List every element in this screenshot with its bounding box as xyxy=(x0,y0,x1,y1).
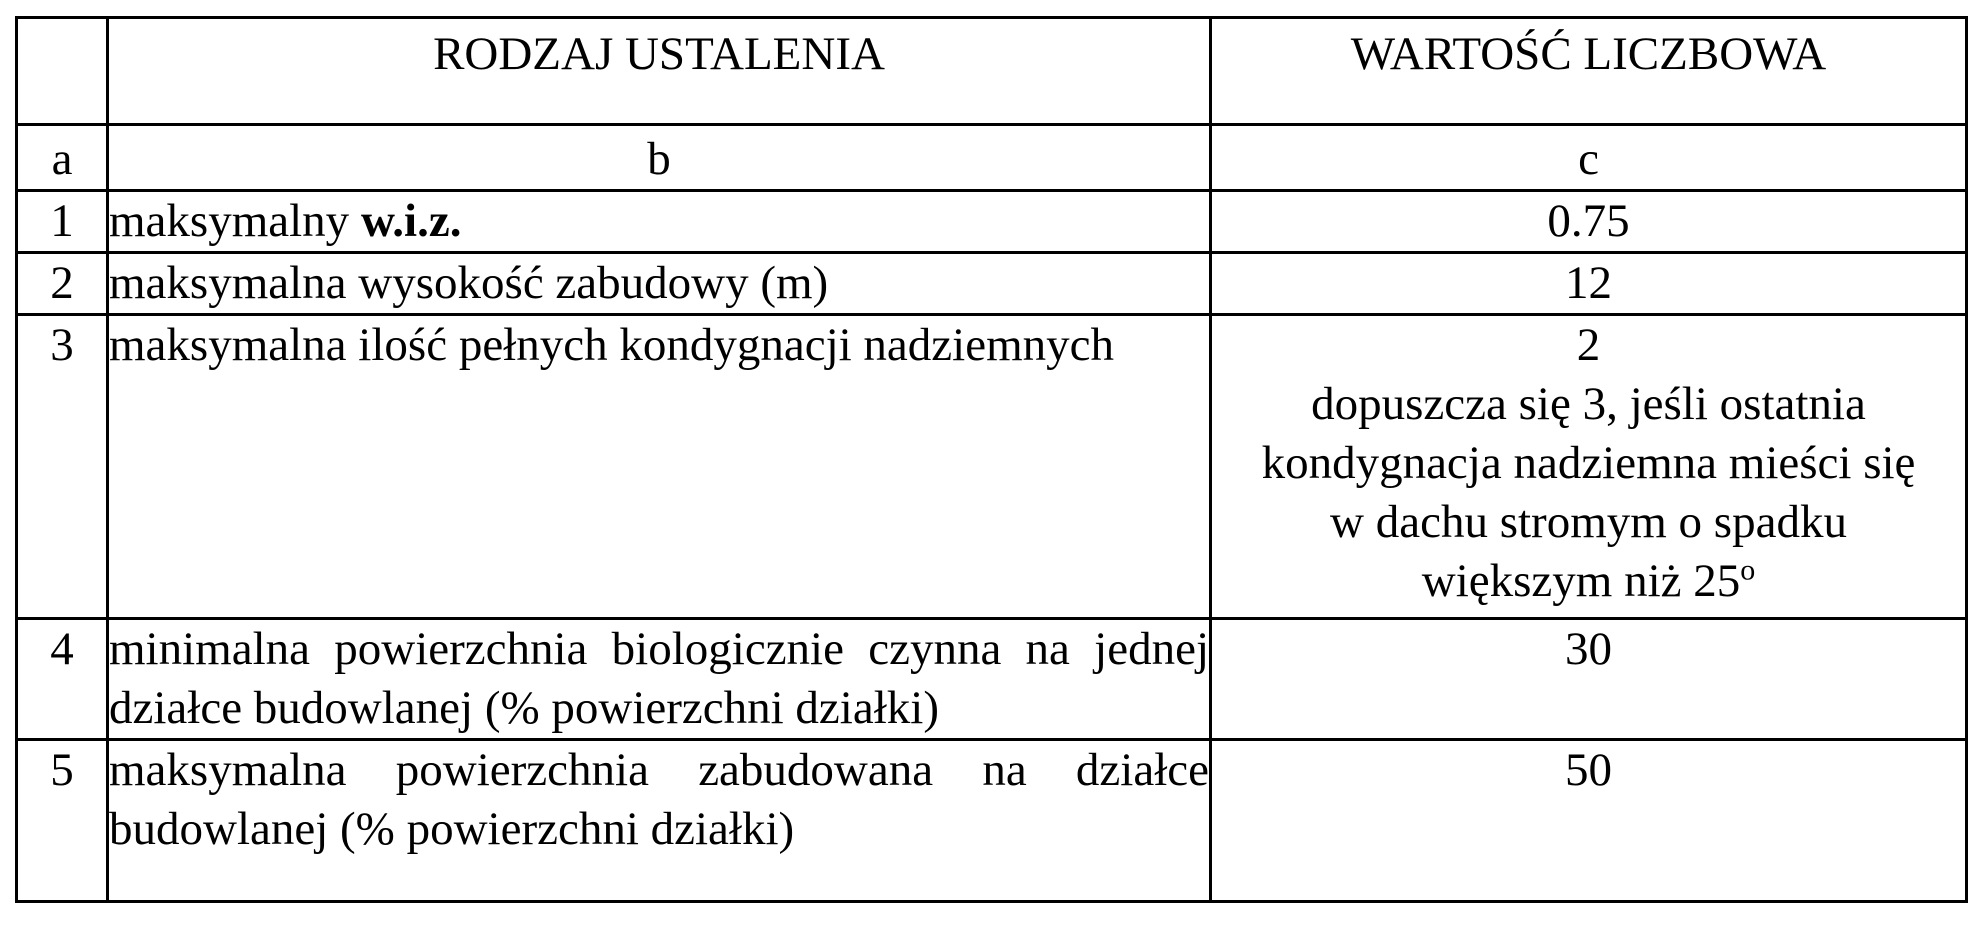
row-value: 50 xyxy=(1211,740,1967,902)
column-letter-c: c xyxy=(1211,125,1967,191)
regulations-table xyxy=(15,16,1968,903)
row-value: 2 xyxy=(1576,319,1601,371)
row-number: 1 xyxy=(17,191,108,253)
row-number: 2 xyxy=(17,253,108,315)
column-letter-a: a xyxy=(17,125,108,191)
row-description: maksymalna ilość pełnych kondygnacji nadziemnych xyxy=(108,315,1211,619)
value-note-text: większym niż 25 xyxy=(1421,555,1741,607)
row-number: 5 xyxy=(17,740,108,902)
value-note-line: w dachu stromym o spadku xyxy=(1330,496,1847,548)
table-header-row xyxy=(17,18,1967,125)
value-note-line: kondygnacja nadziemna mieści się xyxy=(1261,437,1916,489)
row-description: maksymalna wysokość zabudowy (m) xyxy=(108,253,1211,315)
wiz-abbreviation: w.i.z. xyxy=(360,195,462,247)
row-number: 3 xyxy=(17,315,108,619)
row-value: 30 xyxy=(1211,619,1967,740)
row-value: 0.75 xyxy=(1211,191,1967,253)
row-description xyxy=(108,191,1211,253)
table-row xyxy=(17,619,1967,740)
value-note-last-line xyxy=(1212,552,1965,611)
degree-superscript: o xyxy=(1740,553,1756,587)
description-text: maksymalny xyxy=(109,195,361,247)
table-row xyxy=(17,315,1967,619)
header-value-cell: WARTOŚĆ LICZBOWA xyxy=(1211,18,1967,125)
header-type-cell: RODZAJ USTALENIA xyxy=(108,18,1211,125)
row-value-with-note xyxy=(1211,315,1967,619)
value-note-line: dopuszcza się 3, jeśli ostatnia xyxy=(1311,378,1866,430)
column-letter-b: b xyxy=(108,125,1211,191)
table-row xyxy=(17,740,1967,902)
row-value: 12 xyxy=(1211,253,1967,315)
column-letter-row xyxy=(17,125,1967,191)
row-description: maksymalna powierzchnia zabudowana na działce budowlanej (% powierzchni działki) xyxy=(108,740,1211,902)
table-row xyxy=(17,191,1967,253)
row-number: 4 xyxy=(17,619,108,740)
header-number-cell xyxy=(17,18,108,125)
row-description: minimalna powierzchnia biologicznie czynna na jednej działce budowlanej (% powierzchni działki) xyxy=(108,619,1211,740)
table-row xyxy=(17,253,1967,315)
